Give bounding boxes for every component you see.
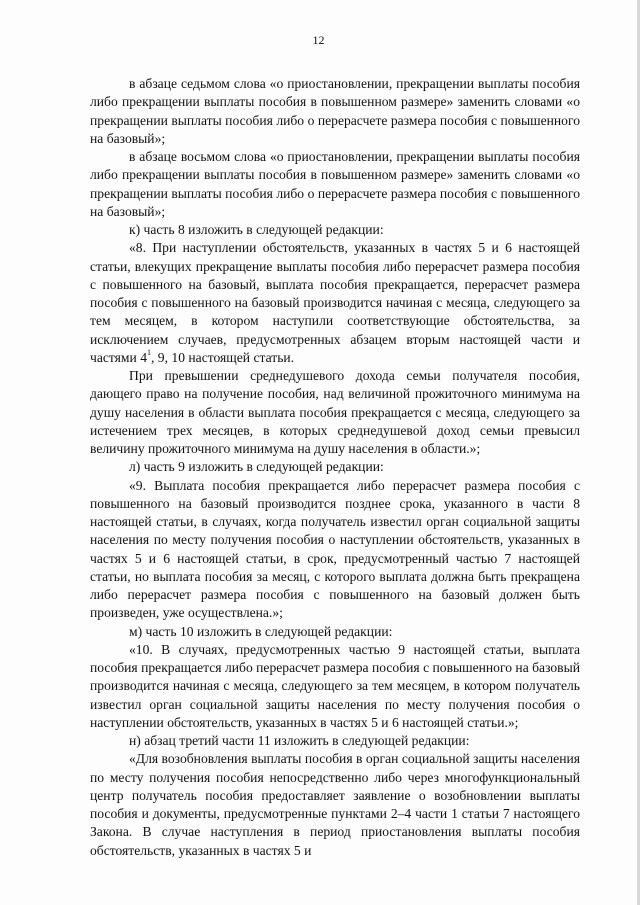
paragraph: н) абзац третий части 11 изложить в следующей редакции: — [129, 733, 470, 748]
paragraph: л) часть 9 изложить в следующей редакции: — [129, 459, 384, 475]
page-number: 12 — [312, 33, 325, 47]
paragraph: к) часть 8 изложить в следующей редакции: — [129, 222, 384, 237]
superscript: 1 — [147, 348, 151, 358]
paragraph: При превышении среднедушевого дохода семьи получателя пособия, дающего право на получение пособия, над величиной прожиточного минимума на душу населения в области выплата пособия прекращается с месяца, следующего за истечением трех месяцев, в которых среднедушевой доход семьи превысил величину прожиточного минимума на душу населения в области.»; — [90, 368, 580, 456]
paragraph: «9. Выплата пособия прекращается либо перерасчет размера пособия с повышенного на базовый производится позднее срока, указанного в части 8 настоящей статьи, в случаях, когда получатель известил орган социальной защиты населения по месту получения пособия о наступлении обстоятельств, указанных в частях 5 и 6 настоящей статьи, в срок, предусмотренный частью 7 настоящей статьи, но выплата пособия за месяц, с которого выплата должна быть прекращена либо перерасчет размера пособия с повышенного на базовый должен быть произведен, уже осуществлена.»; — [90, 477, 580, 621]
paragraph: в абзаце восьмом слова «о приостановлении, прекращении выплаты пособия либо прекращении выплаты пособия в повышенном размере» заменить словами «о прекращении выплаты пособия либо о перерасчете размера пособия с повышенного на базовый»; — [90, 149, 580, 219]
paragraph-part-8 — [90, 239, 580, 367]
paragraph: м) часть 10 изложить в следующей редакции: — [129, 623, 393, 639]
paragraph: «Для возобновления выплаты пособия в орган социальной защиты населения по месту получения пособия непосредственно либо через многофункциональный центр получатель пособия предоставляет заявление о возобновлении выплаты пособия и документы, предусмотренные пунктами 2–4 части 1 статьи 7 настоящего Закона. В случае наступления в период приостановления выплаты пособия обстоятельств, указанных в частях 5 и — [90, 751, 580, 858]
paragraph: в абзаце седьмом слова «о приостановлении, прекращении выплаты пособия либо прекращении выплаты пособия в повышенном размере» заменить словами «о прекращении выплаты пособия либо о перерасчете размера пособия с повышенного на базовый»; — [90, 76, 580, 146]
paragraph-text: «8. При наступлении обстоятельств, указанных в частях 5 и 6 настоящей статьи, влекущих прекращение выплаты пособия либо перерасчет размера пособия с повышенного на базовый, выплата пособия прекращается, перерасчет размера пособия с повышенного на базовый производится начиная с месяца, следующего за тем месяцем, в котором наступили соответствующие обстоятельства, за исключением случаев, предусмотренных абзацем вторым настоящей части и частями 4 — [90, 240, 580, 365]
paragraph: «10. В случаях, предусмотренных частью 9 настоящей статьи, выплата пособия прекращается либо перерасчет размера пособия с повышенного на базовый производится начиная с месяца, следующего за тем месяцем, в котором получатель известил орган социальной защиты населения по месту получения пособия о наступлении обстоятельств, указанных в частях 5 и 6 настоящей статьи.»; — [90, 641, 580, 730]
paragraph-text-tail: , 9, 10 настоящей статьи. — [151, 349, 295, 365]
document-body — [90, 75, 580, 860]
